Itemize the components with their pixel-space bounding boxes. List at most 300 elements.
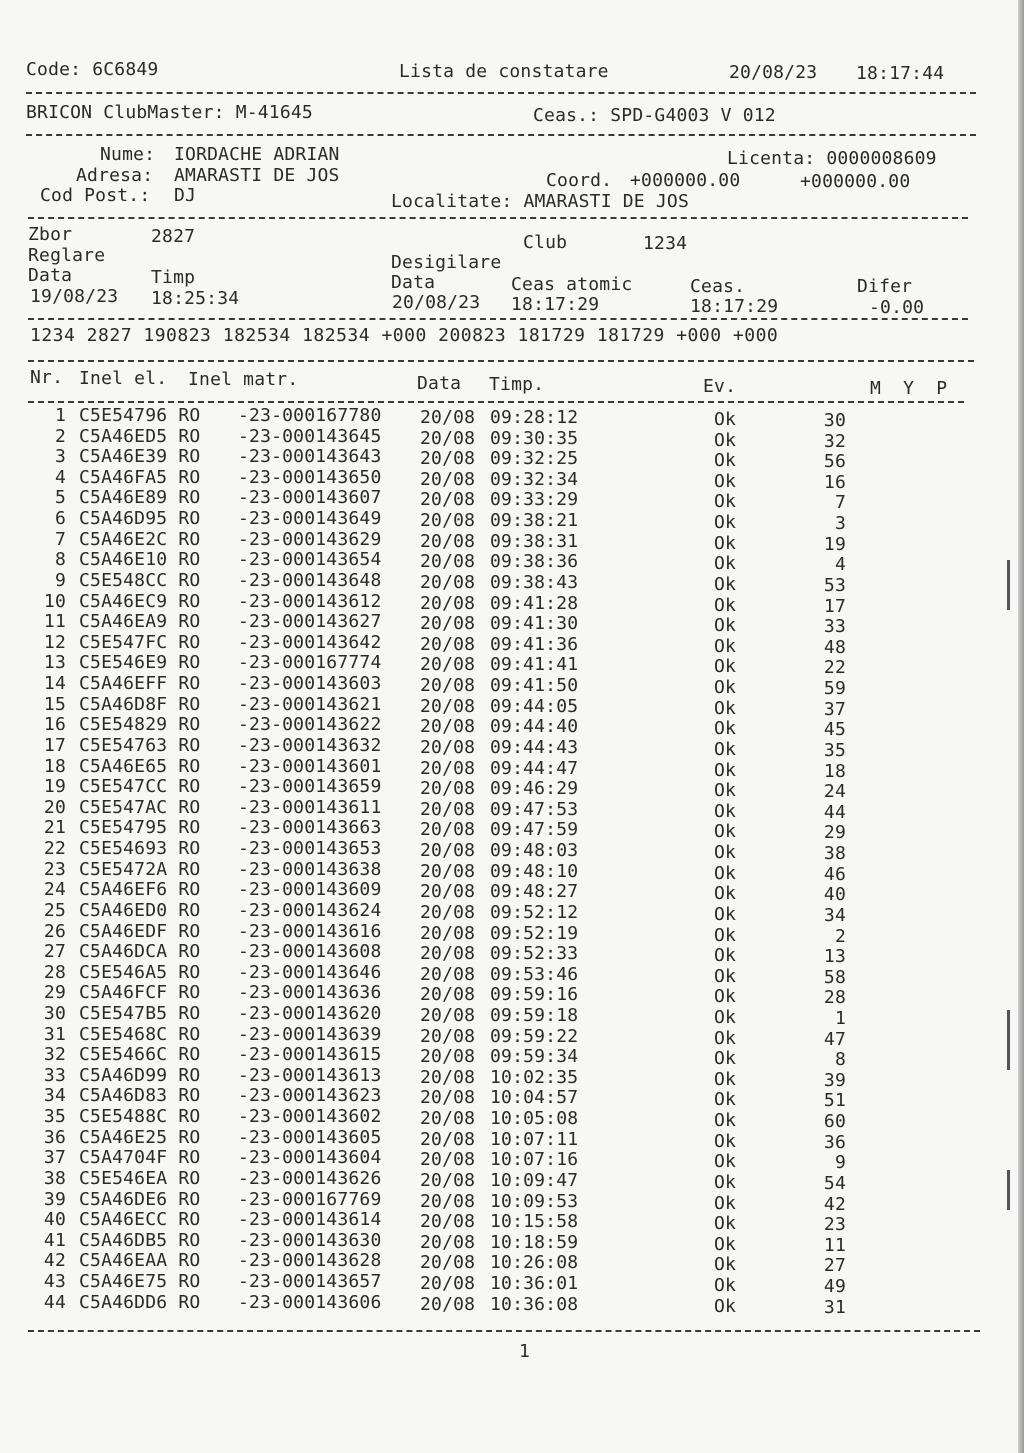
row-number: 22 xyxy=(43,838,66,860)
row-number: 30 xyxy=(43,1002,66,1024)
event-status: Ok xyxy=(714,1254,737,1276)
rank-value: 4 xyxy=(834,554,846,576)
arrival-date: 20/08 xyxy=(420,943,476,965)
arrival-date: 20/08 xyxy=(420,1128,476,1150)
ring-matricol: -23-000143602 xyxy=(238,1106,382,1128)
separator xyxy=(28,217,968,219)
rank-value: 13 xyxy=(823,946,846,968)
electronic-ring: C5A46DB5 RO xyxy=(79,1229,201,1251)
ring-matricol: -23-000143621 xyxy=(238,693,382,715)
arrival-date: 20/08 xyxy=(420,860,476,882)
event-status: Ok xyxy=(714,1089,737,1111)
row-number: 10 xyxy=(43,590,66,612)
row-number: 8 xyxy=(54,549,66,571)
row-number: 17 xyxy=(43,734,66,756)
ring-matricol: -23-000167780 xyxy=(238,405,382,426)
row-number: 21 xyxy=(43,817,66,839)
row-number: 32 xyxy=(43,1044,66,1066)
arrival-date: 20/08 xyxy=(420,571,476,593)
arrival-time: 09:41:41 xyxy=(490,654,579,676)
electronic-ring: C5A46ED0 RO xyxy=(79,899,201,921)
ring-matricol: -23-000143626 xyxy=(238,1167,382,1189)
ring-matricol: -23-000143653 xyxy=(238,838,382,860)
rank-value: 49 xyxy=(823,1276,846,1298)
ring-matricol: -23-000143659 xyxy=(238,776,382,798)
electronic-ring: C5E5488C RO xyxy=(79,1106,201,1128)
row-number: 14 xyxy=(43,673,66,695)
ring-matricol: -23-000143608 xyxy=(238,941,382,963)
arrival-date: 20/08 xyxy=(420,468,476,490)
col-header-inel-el: Inel el. xyxy=(79,368,168,389)
event-status: Ok xyxy=(714,429,737,451)
col-header-myp: M Y P xyxy=(870,378,948,399)
arrival-date: 20/08 xyxy=(420,881,476,903)
event-status: Ok xyxy=(714,656,737,678)
event-status: Ok xyxy=(714,842,737,864)
row-number: 7 xyxy=(54,528,66,550)
electronic-ring: C5A46ED5 RO xyxy=(79,425,201,447)
event-status: Ok xyxy=(714,409,737,430)
arrival-date: 20/08 xyxy=(420,530,476,552)
rank-value: 36 xyxy=(823,1131,846,1153)
difer-value: -0.00 xyxy=(869,297,925,318)
event-status: Ok xyxy=(714,862,737,884)
owner-codpost: DJ xyxy=(174,185,197,206)
col-header-ev: Ev. xyxy=(703,376,737,397)
arrival-date: 20/08 xyxy=(420,613,476,635)
rank-value: 24 xyxy=(823,781,846,803)
coord-value-1: +000000.00 xyxy=(630,170,741,191)
arrival-date: 20/08 xyxy=(420,1231,476,1253)
row-number: 37 xyxy=(43,1147,66,1169)
event-status: Ok xyxy=(714,1027,737,1049)
ring-matricol: -23-000143649 xyxy=(238,508,382,530)
rank-value: 53 xyxy=(823,574,846,596)
ceas-atomic-value: 18:17:29 xyxy=(511,294,600,315)
paper-mark xyxy=(1007,560,1010,610)
event-status: Ok xyxy=(714,986,737,1008)
arrival-time: 10:04:57 xyxy=(490,1087,579,1109)
electronic-ring: C5A46D83 RO xyxy=(79,1085,201,1107)
row-number: 20 xyxy=(43,796,66,818)
event-status: Ok xyxy=(714,677,737,699)
arrival-date: 20/08 xyxy=(420,736,476,758)
arrival-time: 10:09:53 xyxy=(490,1190,579,1212)
ring-matricol: -23-000143657 xyxy=(238,1271,382,1293)
arrival-time: 09:59:18 xyxy=(490,1004,579,1026)
arrival-time: 09:32:34 xyxy=(490,468,579,490)
rank-value: 54 xyxy=(823,1172,846,1194)
ring-matricol: -23-000143629 xyxy=(238,528,382,550)
row-number: 41 xyxy=(43,1229,66,1251)
arrival-date: 20/08 xyxy=(420,407,476,428)
paper-edge xyxy=(1018,0,1024,1453)
arrival-time: 09:52:19 xyxy=(490,922,579,944)
arrival-time: 09:48:10 xyxy=(490,860,579,882)
row-number: 33 xyxy=(43,1064,66,1086)
electronic-ring: C5E546EA RO xyxy=(79,1167,201,1189)
rank-value: 30 xyxy=(823,410,846,431)
ring-matricol: -23-000143645 xyxy=(238,425,382,447)
electronic-ring: C5A46DD6 RO xyxy=(79,1291,201,1313)
arrival-time: 09:59:16 xyxy=(490,984,579,1006)
ring-matricol: -23-000143624 xyxy=(238,899,382,921)
event-status: Ok xyxy=(714,738,737,760)
arrival-date: 20/08 xyxy=(420,778,476,800)
ring-matricol: -23-000143609 xyxy=(238,879,382,901)
rank-value: 32 xyxy=(823,430,846,452)
event-status: Ok xyxy=(714,512,737,534)
difer-label: Difer xyxy=(857,276,913,297)
arrival-date: 20/08 xyxy=(420,984,476,1006)
code-label: Code: 6C6849 xyxy=(26,59,159,80)
arrival-date: 20/08 xyxy=(420,1211,476,1233)
col-header-inel-matr: Inel matr. xyxy=(188,369,299,390)
rank-value: 19 xyxy=(823,533,846,555)
electronic-ring: C5E547FC RO xyxy=(79,631,201,653)
rank-value: 59 xyxy=(823,678,846,700)
ring-matricol: -23-000143632 xyxy=(238,734,382,756)
row-number: 12 xyxy=(43,631,66,653)
separator xyxy=(28,360,974,362)
coord-value-2: +000000.00 xyxy=(800,171,911,192)
arrival-date: 20/08 xyxy=(420,1273,476,1295)
arrival-date: 20/08 xyxy=(420,654,476,676)
rank-value: 29 xyxy=(823,822,846,844)
electronic-ring: C5A46D8F RO xyxy=(79,693,201,715)
rank-value: 46 xyxy=(823,863,846,885)
arrival-date: 20/08 xyxy=(420,1025,476,1047)
event-status: Ok xyxy=(714,718,737,740)
event-status: Ok xyxy=(714,800,737,822)
adresa-label: Adresa: xyxy=(76,165,154,186)
electronic-ring: C5E547AC RO xyxy=(79,796,201,818)
rank-value: 9 xyxy=(834,1152,846,1174)
ceas-label: Ceas. xyxy=(690,276,746,297)
owner-name: IORDACHE ADRIAN xyxy=(174,144,340,165)
electronic-ring: C5A46D95 RO xyxy=(79,508,201,530)
electronic-ring: C5A46E89 RO xyxy=(79,487,201,509)
rank-value: 18 xyxy=(823,760,846,782)
rank-value: 48 xyxy=(823,636,846,658)
electronic-ring: C5A46E25 RO xyxy=(79,1126,201,1148)
arrival-time: 09:44:47 xyxy=(490,757,579,779)
arrival-date: 20/08 xyxy=(420,510,476,532)
col-header-data: Data xyxy=(417,373,462,394)
print-time: 18:17:44 xyxy=(856,63,945,84)
electronic-ring: C5A46EA9 RO xyxy=(79,611,201,633)
arrival-date: 20/08 xyxy=(420,675,476,697)
arrival-time: 10:05:08 xyxy=(490,1108,579,1130)
ring-matricol: -23-000143627 xyxy=(238,611,382,633)
arrival-time: 09:30:35 xyxy=(490,427,579,449)
summary-code-line: 1234 2827 190823 182534 182534 +000 200823 181729 181729 +000 +000 xyxy=(30,325,779,346)
electronic-ring: C5A46FCF RO xyxy=(79,982,201,1004)
row-number: 2 xyxy=(54,425,66,447)
row-number: 29 xyxy=(43,982,66,1004)
arrival-date: 20/08 xyxy=(420,633,476,655)
row-number: 44 xyxy=(43,1291,66,1313)
rank-value: 39 xyxy=(823,1069,846,1091)
rank-value: 27 xyxy=(823,1255,846,1277)
electronic-ring: C5A4704F RO xyxy=(79,1147,201,1169)
rank-value: 16 xyxy=(823,471,846,493)
arrival-time: 09:44:05 xyxy=(490,695,579,717)
event-status: Ok xyxy=(714,883,737,905)
clubmaster-id: BRICON ClubMaster: M-41645 xyxy=(26,102,313,123)
event-status: Ok xyxy=(714,450,737,472)
arrival-date: 20/08 xyxy=(420,1066,476,1088)
electronic-ring: C5A46D99 RO xyxy=(79,1064,201,1086)
ring-matricol: -23-000143605 xyxy=(238,1126,382,1148)
row-number: 35 xyxy=(43,1106,66,1128)
zbor-label: Zbor xyxy=(28,224,73,245)
arrival-time: 09:32:25 xyxy=(490,448,579,470)
row-number: 4 xyxy=(54,466,66,488)
row-number: 1 xyxy=(54,405,66,426)
electronic-ring: C5A46FA5 RO xyxy=(79,466,201,488)
event-status: Ok xyxy=(714,945,737,967)
ring-matricol: -23-000143639 xyxy=(238,1023,382,1045)
coord-label: Coord. xyxy=(546,170,613,191)
rank-value: 23 xyxy=(823,1214,846,1236)
row-number: 39 xyxy=(43,1188,66,1210)
arrival-date: 20/08 xyxy=(420,592,476,614)
ring-matricol: -23-000143648 xyxy=(238,569,382,591)
ceas-value: 18:17:29 xyxy=(690,296,779,317)
arrival-time: 09:38:36 xyxy=(490,551,579,573)
event-status: Ok xyxy=(714,1110,737,1132)
arrival-date: 20/08 xyxy=(420,840,476,862)
electronic-ring: C5A46EDF RO xyxy=(79,920,201,942)
row-number: 23 xyxy=(43,858,66,880)
arrival-time: 09:38:31 xyxy=(490,530,579,552)
ring-matricol: -23-000143650 xyxy=(238,466,382,488)
ring-matricol: -23-000143613 xyxy=(238,1064,382,1086)
electronic-ring: C5E5466C RO xyxy=(79,1044,201,1066)
arrival-time: 09:46:29 xyxy=(490,778,579,800)
rank-value: 7 xyxy=(834,492,846,514)
zbor-value: 2827 xyxy=(151,226,196,247)
event-status: Ok xyxy=(714,1233,737,1255)
event-status: Ok xyxy=(714,553,737,575)
ring-matricol: -23-000143604 xyxy=(238,1147,382,1169)
event-status: Ok xyxy=(714,1213,737,1235)
arrival-time: 10:26:08 xyxy=(490,1252,579,1274)
rank-value: 33 xyxy=(823,616,846,638)
electronic-ring: C5A46E2C RO xyxy=(79,528,201,550)
ring-matricol: -23-000143628 xyxy=(238,1250,382,1272)
separator xyxy=(28,401,964,403)
arrival-time: 09:52:12 xyxy=(490,901,579,923)
electronic-ring: C5A46EFF RO xyxy=(79,673,201,695)
nume-label: Nume: xyxy=(100,144,156,165)
row-number: 28 xyxy=(43,961,66,983)
row-number: 27 xyxy=(43,941,66,963)
licenta: Licenta: 0000008609 xyxy=(727,148,937,169)
arrival-date: 20/08 xyxy=(420,1149,476,1171)
event-status: Ok xyxy=(714,965,737,987)
electronic-ring: C5E548CC RO xyxy=(79,569,201,591)
reglare-data-value: 19/08/23 xyxy=(30,286,119,307)
event-status: Ok xyxy=(714,635,737,657)
event-status: Ok xyxy=(714,924,737,946)
rank-value: 40 xyxy=(823,884,846,906)
event-status: Ok xyxy=(714,594,737,616)
rank-value: 3 xyxy=(834,513,846,535)
ring-matricol: -23-000143607 xyxy=(238,487,382,509)
rank-value: 60 xyxy=(823,1111,846,1133)
arrival-date: 20/08 xyxy=(420,963,476,985)
page-number: 1 xyxy=(519,1341,530,1362)
rank-value: 38 xyxy=(823,843,846,865)
electronic-ring: C5E54796 RO xyxy=(79,405,201,426)
separator xyxy=(26,92,976,94)
arrival-date: 20/08 xyxy=(420,798,476,820)
ring-matricol: -23-000143663 xyxy=(238,817,382,839)
event-status: Ok xyxy=(714,573,737,595)
electronic-ring: C5E54693 RO xyxy=(79,838,201,860)
row-number: 6 xyxy=(54,508,66,530)
arrival-time: 10:09:47 xyxy=(490,1169,579,1191)
arrival-time: 09:48:27 xyxy=(490,881,579,903)
rank-value: 31 xyxy=(823,1296,846,1318)
row-number: 43 xyxy=(43,1271,66,1293)
ring-matricol: -23-000167774 xyxy=(238,652,382,674)
arrival-date: 20/08 xyxy=(420,1087,476,1109)
event-status: Ok xyxy=(714,697,737,719)
arrival-time: 09:41:36 xyxy=(490,633,579,655)
arrival-time: 10:18:59 xyxy=(490,1231,579,1253)
electronic-ring: C5A46E10 RO xyxy=(79,549,201,571)
arrival-date: 20/08 xyxy=(420,901,476,923)
ring-matricol: -23-000167769 xyxy=(238,1188,382,1210)
event-status: Ok xyxy=(714,1295,737,1317)
arrival-time: 09:47:59 xyxy=(490,819,579,841)
row-number: 34 xyxy=(43,1085,66,1107)
club-label: Club xyxy=(523,232,568,253)
ring-matricol: -23-000143654 xyxy=(238,549,382,571)
arrival-date: 20/08 xyxy=(420,716,476,738)
club-value: 1234 xyxy=(643,233,688,254)
print-date: 20/08/23 xyxy=(729,62,818,83)
localitate: Localitate: AMARASTI DE JOS xyxy=(391,191,689,212)
event-status: Ok xyxy=(714,1068,737,1090)
rank-value: 11 xyxy=(823,1234,846,1256)
ring-matricol: -23-000143620 xyxy=(238,1002,382,1024)
arrival-date: 20/08 xyxy=(420,1293,476,1315)
row-number: 36 xyxy=(43,1126,66,1148)
arrival-date: 20/08 xyxy=(420,1004,476,1026)
electronic-ring: C5A46ECC RO xyxy=(79,1209,201,1231)
arrival-time: 09:41:28 xyxy=(490,592,579,614)
electronic-ring: C5A46E75 RO xyxy=(79,1271,201,1293)
event-status: Ok xyxy=(714,470,737,492)
ring-matricol: -23-000143643 xyxy=(238,446,382,468)
arrival-date: 20/08 xyxy=(420,757,476,779)
ring-matricol: -23-000143603 xyxy=(238,673,382,695)
event-status: Ok xyxy=(714,1192,737,1214)
event-status: Ok xyxy=(714,1275,737,1297)
col-header-timp: Timp. xyxy=(489,374,545,395)
event-status: Ok xyxy=(714,780,737,802)
arrival-time: 10:36:01 xyxy=(490,1273,579,1295)
row-number: 31 xyxy=(43,1023,66,1045)
electronic-ring: C5E54795 RO xyxy=(79,817,201,839)
arrival-date: 20/08 xyxy=(420,695,476,717)
ring-matricol: -23-000143614 xyxy=(238,1209,382,1231)
event-status: Ok xyxy=(714,903,737,925)
arrival-date: 20/08 xyxy=(420,1046,476,1068)
ring-matricol: -23-000143642 xyxy=(238,631,382,653)
row-number: 40 xyxy=(43,1209,66,1231)
arrival-time: 09:44:43 xyxy=(490,736,579,758)
electronic-ring: C5A46DCA RO xyxy=(79,941,201,963)
desigilare-label: Desigilare xyxy=(391,252,502,273)
event-status: Ok xyxy=(714,1151,737,1173)
arrival-time: 09:33:29 xyxy=(490,489,579,511)
event-status: Ok xyxy=(714,1048,737,1070)
arrival-date: 20/08 xyxy=(420,1252,476,1274)
paper-mark xyxy=(1007,1170,1010,1210)
rank-value: 37 xyxy=(823,698,846,720)
arrival-time: 10:07:11 xyxy=(490,1128,579,1150)
row-number: 25 xyxy=(43,899,66,921)
arrival-date: 20/08 xyxy=(420,1108,476,1130)
event-status: Ok xyxy=(714,759,737,781)
rank-value: 51 xyxy=(823,1090,846,1112)
arrival-date: 20/08 xyxy=(420,489,476,511)
electronic-ring: C5E546E9 RO xyxy=(79,652,201,674)
arrival-time: 09:59:34 xyxy=(490,1046,579,1068)
row-number: 13 xyxy=(43,652,66,674)
ring-matricol: -23-000143622 xyxy=(238,714,382,736)
rank-value: 22 xyxy=(823,657,846,679)
rank-value: 45 xyxy=(823,719,846,741)
rank-value: 2 xyxy=(834,925,846,947)
electronic-ring: C5E547CC RO xyxy=(79,776,201,798)
arrival-time: 09:48:03 xyxy=(490,840,579,862)
electronic-ring: C5A46EAA RO xyxy=(79,1250,201,1272)
electronic-ring: C5E546A5 RO xyxy=(79,961,201,983)
rank-value: 42 xyxy=(823,1193,846,1215)
rank-value: 28 xyxy=(823,987,846,1009)
ring-matricol: -23-000143623 xyxy=(238,1085,382,1107)
arrival-time: 10:02:35 xyxy=(490,1066,579,1088)
rank-value: 58 xyxy=(823,966,846,988)
row-number: 5 xyxy=(54,487,66,509)
separator xyxy=(28,1330,980,1332)
arrival-date: 20/08 xyxy=(420,448,476,470)
row-number: 9 xyxy=(54,569,66,591)
arrival-date: 20/08 xyxy=(420,1169,476,1191)
arrival-date: 20/08 xyxy=(420,427,476,449)
arrival-time: 09:41:50 xyxy=(490,675,579,697)
reglare-timp-value: 18:25:34 xyxy=(151,288,240,309)
ring-matricol: -23-000143646 xyxy=(238,961,382,983)
rank-value: 1 xyxy=(834,1007,846,1029)
rank-value: 17 xyxy=(823,595,846,617)
row-number: 3 xyxy=(54,446,66,468)
arrival-time: 09:41:30 xyxy=(490,613,579,635)
rank-value: 8 xyxy=(834,1049,846,1071)
row-number: 11 xyxy=(43,611,66,633)
arrival-time: 10:36:08 xyxy=(490,1293,579,1315)
event-status: Ok xyxy=(714,821,737,843)
event-status: Ok xyxy=(714,1006,737,1028)
reglare-label: Reglare xyxy=(28,245,106,266)
electronic-ring: C5E547B5 RO xyxy=(79,1002,201,1024)
